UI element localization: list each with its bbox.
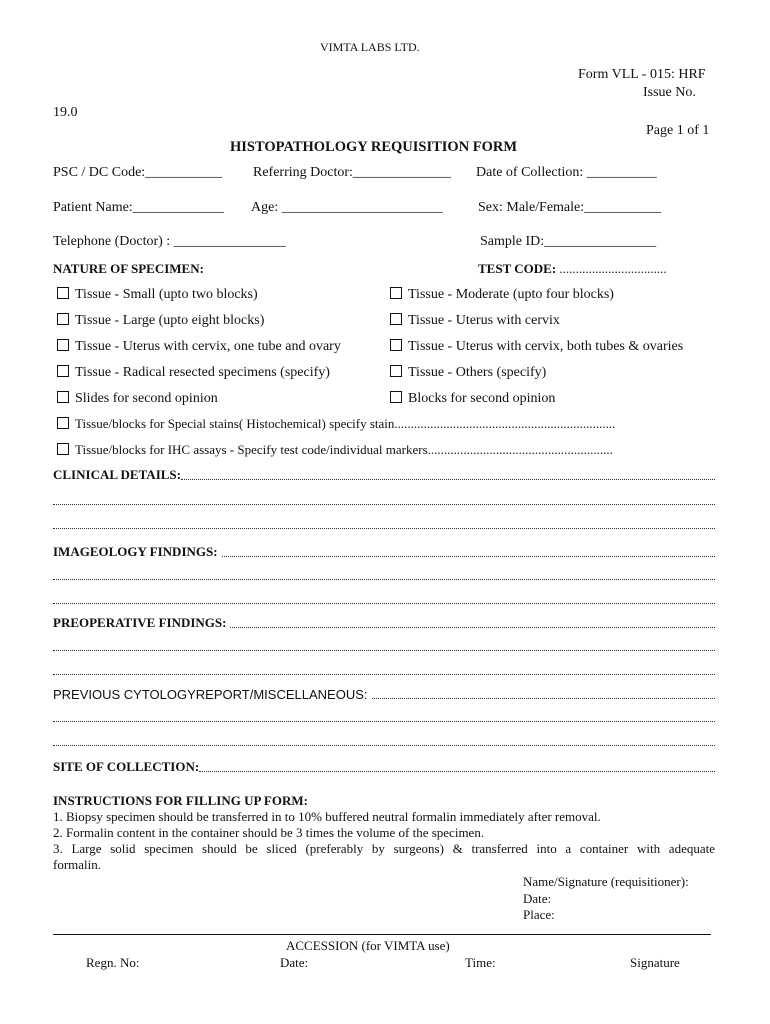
instruction-item: 1. Biopsy specimen should be transferred in to 10% buffered neutral formalin immediately after removal. — [53, 809, 601, 824]
dotted-line — [230, 627, 715, 628]
test-code-dots: ................................. — [559, 261, 667, 276]
sample-id-field[interactable]: Sample ID:________________ — [480, 234, 657, 249]
checkbox-label: Tissue - Moderate (upto four blocks) — [408, 287, 614, 302]
preoperative-findings-label: PREOPERATIVE FINDINGS: — [53, 615, 227, 630]
checkbox-icon[interactable] — [57, 313, 69, 325]
checkbox-icon[interactable] — [390, 313, 402, 325]
dotted-line[interactable] — [53, 528, 715, 529]
checkbox-option[interactable] — [57, 287, 258, 303]
regn-no-field[interactable]: Regn. No: — [86, 955, 140, 970]
checkbox-icon[interactable] — [57, 365, 69, 377]
checkbox-option[interactable] — [390, 313, 560, 329]
special-stains-label: Tissue/blocks for Special stains( Histochemical) specify stain.................................................................... — [75, 416, 616, 431]
checkbox-option[interactable] — [390, 365, 546, 381]
patient-name-field[interactable]: Patient Name:_____________ — [53, 200, 224, 215]
signature-date-field[interactable]: Date: — [523, 891, 552, 906]
page-number: Page 1 of 1 — [646, 123, 710, 138]
previous-cytology-field[interactable] — [53, 686, 715, 702]
checkbox-option[interactable] — [57, 416, 717, 432]
dotted-line[interactable] — [53, 721, 715, 722]
accession-time-field[interactable]: Time: — [465, 955, 496, 970]
instruction-item: 2. Formalin content in the container should be 3 times the volume of the specimen. — [53, 825, 485, 840]
checkbox-icon[interactable] — [57, 287, 69, 299]
imageology-findings-field[interactable] — [53, 544, 715, 560]
dotted-line — [199, 771, 715, 772]
checkbox-icon[interactable] — [57, 417, 69, 429]
checkbox-label: Tissue - Small (upto two blocks) — [75, 287, 258, 302]
checkbox-icon[interactable] — [390, 339, 402, 351]
checkbox-label: Tissue - Uterus with cervix, both tubes & ovaries — [408, 339, 684, 354]
instructions-heading: INSTRUCTIONS FOR FILLING UP FORM: — [53, 793, 308, 808]
checkbox-icon[interactable] — [57, 339, 69, 351]
issue-value: 19.0 — [53, 105, 78, 120]
preoperative-findings-field[interactable] — [53, 615, 715, 631]
nature-of-specimen-heading: NATURE OF SPECIMEN: — [53, 261, 204, 276]
checkbox-option[interactable] — [390, 287, 614, 303]
checkbox-label: Blocks for second opinion — [408, 391, 556, 406]
dotted-line[interactable] — [53, 745, 715, 746]
dotted-line — [372, 698, 716, 699]
site-of-collection-field[interactable] — [53, 759, 715, 775]
checkbox-option[interactable] — [57, 339, 341, 355]
site-of-collection-label: SITE OF COLLECTION: — [53, 759, 200, 774]
checkbox-icon[interactable] — [390, 365, 402, 377]
checkbox-icon[interactable] — [390, 391, 402, 403]
company-name: VIMTA LABS LTD. — [320, 40, 420, 54]
imageology-findings-label: IMAGEOLOGY FINDINGS: — [53, 544, 218, 559]
checkbox-icon[interactable] — [57, 443, 69, 455]
referring-doctor-field[interactable]: Referring Doctor:______________ — [253, 165, 451, 180]
checkbox-option[interactable] — [57, 391, 218, 407]
clinical-details-label: CLINICAL DETAILS: — [53, 467, 181, 482]
test-code-label: TEST CODE: — [478, 261, 557, 276]
divider — [53, 934, 711, 935]
checkbox-label: Tissue - Uterus with cervix, one tube and ovary — [75, 339, 341, 354]
dotted-line[interactable] — [53, 674, 715, 675]
signature-place-field[interactable]: Place: — [523, 907, 555, 922]
instruction-item: 3. Large solid specimen should be sliced (preferably by surgeons) & transferred into a container with adequate — [53, 841, 715, 856]
accession-title: ACCESSION (for VIMTA use) — [286, 938, 450, 953]
age-field[interactable]: Age: _______________________ — [251, 200, 443, 215]
checkbox-option[interactable] — [57, 365, 330, 381]
requisitioner-signature-field[interactable]: Name/Signature (requisitioner): — [523, 874, 689, 889]
checkbox-label: Slides for second opinion — [75, 391, 218, 406]
checkbox-label: Tissue - Uterus with cervix — [408, 313, 560, 328]
form-number: Form VLL - 015: HRF — [578, 67, 706, 82]
psc-code-field[interactable]: PSC / DC Code:___________ — [53, 165, 223, 180]
checkbox-option[interactable] — [390, 339, 683, 355]
checkbox-label: Tissue - Large (upto eight blocks) — [75, 313, 265, 328]
previous-cytology-label: PREVIOUS CYTOLOGYREPORT/MISCELLANEOUS: — [53, 687, 368, 702]
checkbox-option[interactable] — [57, 442, 717, 458]
clinical-details-field[interactable] — [53, 467, 715, 483]
dotted-line[interactable] — [53, 504, 715, 505]
telephone-field[interactable]: Telephone (Doctor) : ________________ — [53, 234, 286, 249]
checkbox-label: Tissue - Radical resected specimens (specify) — [75, 365, 330, 380]
ihc-label: Tissue/blocks for IHC assays - Specify test code/individual markers......................................................... — [75, 442, 613, 457]
accession-signature-field[interactable]: Signature — [630, 955, 680, 970]
checkbox-icon[interactable] — [390, 287, 402, 299]
dotted-line[interactable] — [53, 603, 715, 604]
dotted-line — [181, 479, 715, 480]
checkbox-option[interactable] — [57, 313, 264, 329]
accession-date-field[interactable]: Date: — [280, 955, 309, 970]
form-title: HISTOPATHOLOGY REQUISITION FORM — [230, 139, 518, 155]
date-of-collection-field[interactable]: Date of Collection: __________ — [476, 165, 657, 180]
test-code-field[interactable] — [478, 261, 667, 277]
sex-field[interactable]: Sex: Male/Female:___________ — [478, 200, 662, 215]
checkbox-icon[interactable] — [57, 391, 69, 403]
instruction-item: formalin. — [53, 857, 102, 872]
issue-label: Issue No. — [643, 85, 696, 100]
dotted-line — [222, 556, 715, 557]
dotted-line[interactable] — [53, 579, 715, 580]
checkbox-option[interactable] — [390, 391, 555, 407]
checkbox-label: Tissue - Others (specify) — [408, 365, 547, 380]
dotted-line[interactable] — [53, 650, 715, 651]
